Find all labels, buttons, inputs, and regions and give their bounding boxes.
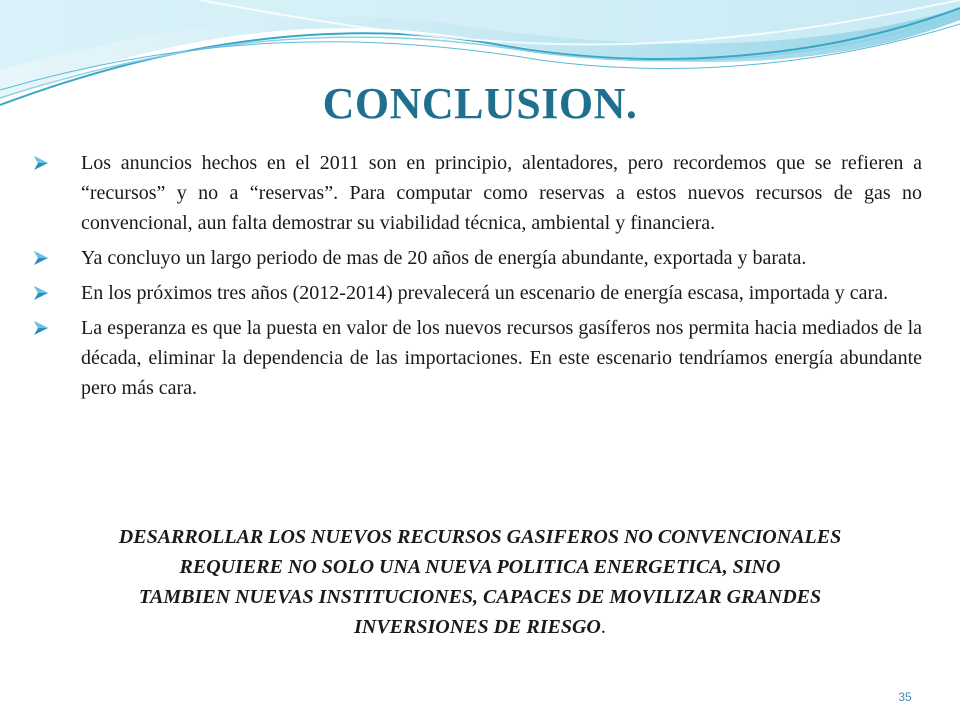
bullet-list bbox=[32, 148, 922, 403]
bullet-text: La esperanza es que la puesta en valor de los nuevos recursos gasíferos nos permita hacia mediados de la década, eliminar la dependencia de las importaciones. En este escenario tendríamos energía abundante pero más cara. bbox=[81, 317, 922, 399]
bullet-text: Ya concluyo un largo periodo de mas de 20 años de energía abundante, exportada y barata. bbox=[81, 247, 807, 269]
slide-title: CONCLUSION. bbox=[322, 79, 638, 128]
closing-period: . bbox=[600, 616, 606, 638]
closing-line: INVERSIONES DE RIESGO bbox=[354, 616, 601, 638]
arrow-bullet-icon bbox=[32, 284, 50, 302]
closing-statement bbox=[40, 522, 920, 642]
closing-line: TAMBIEN NUEVAS INSTITUCIONES, CAPACES DE MOVILIZAR GRANDES bbox=[138, 586, 822, 608]
arrow-bullet-icon bbox=[32, 154, 50, 172]
bullet-item bbox=[32, 278, 922, 308]
arrow-bullet-icon bbox=[32, 249, 50, 267]
closing-line: DESARROLLAR LOS NUEVOS RECURSOS GASIFEROS NO CONVENCIONALES bbox=[118, 526, 842, 548]
page-number: 35 bbox=[898, 690, 912, 704]
bullet-item bbox=[32, 148, 922, 238]
bullet-text: Los anuncios hechos en el 2011 son en principio, alentadores, pero recordemos que se refieren a “recursos” y no a “reservas”. Para computar como reservas a estos nuevos recursos de gas no convencional, aun falta demostrar su viabilidad técnica, ambiental y financiera. bbox=[81, 152, 922, 234]
closing-line: REQUIERE NO SOLO UNA NUEVA POLITICA ENERGETICA, SINO bbox=[179, 556, 781, 578]
bullet-item bbox=[32, 313, 922, 403]
bullet-text: En los próximos tres años (2012-2014) prevalecerá un escenario de energía escasa, importada y cara. bbox=[81, 282, 889, 304]
bullet-item bbox=[32, 243, 922, 273]
arrow-bullet-icon bbox=[32, 319, 50, 337]
